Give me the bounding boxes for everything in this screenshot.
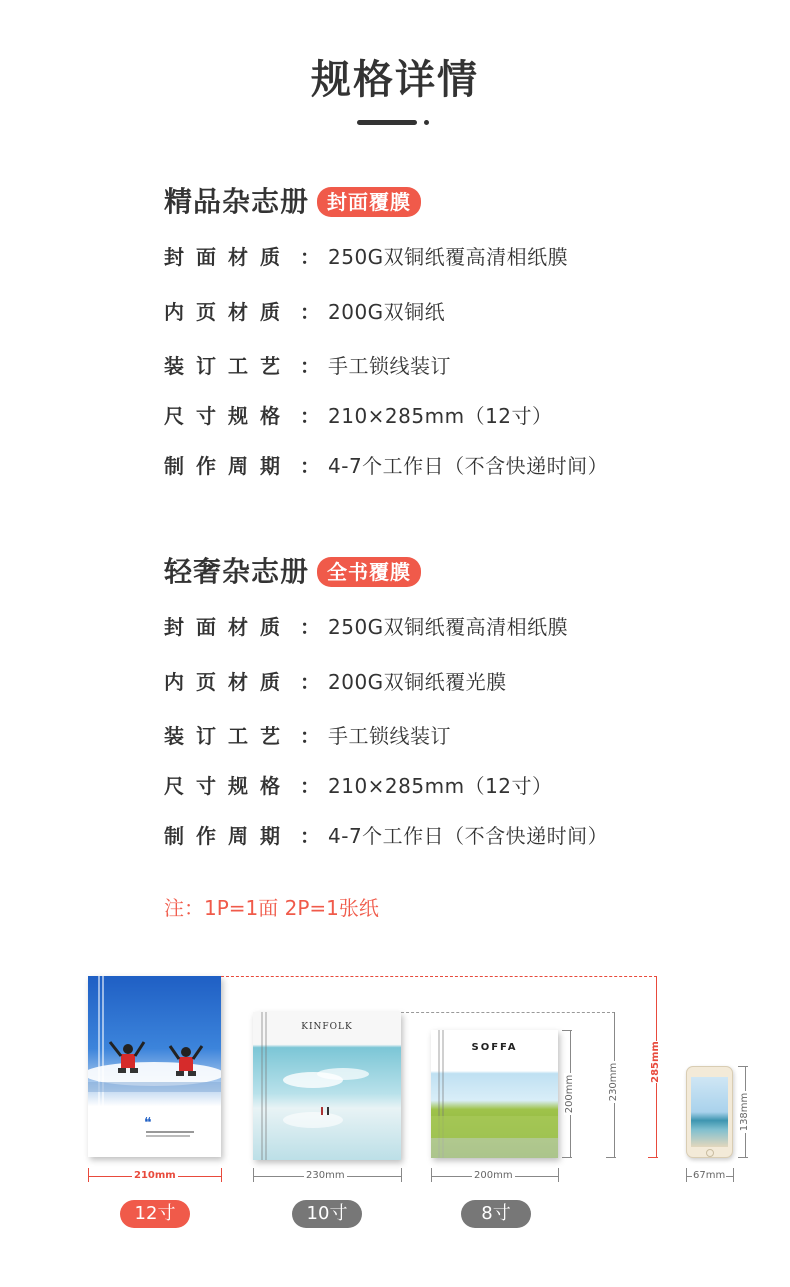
- spec-label: 内页材质: [164, 300, 292, 324]
- spec-value: 200G双铜纸覆光膜: [328, 670, 507, 694]
- svg-text:❝: ❝: [144, 1115, 152, 1131]
- width-label-10: 230mm: [306, 1170, 345, 1181]
- spec-row-lead-time: [164, 821, 608, 851]
- height-label-10: 230mm: [608, 1062, 619, 1102]
- spec-row-size: [164, 401, 553, 431]
- spec-label: 装订工艺: [164, 354, 292, 378]
- spec-value: 210×285mm（12寸）: [328, 404, 553, 428]
- book-12-image: [88, 976, 221, 1157]
- spec-row-size: [164, 771, 553, 801]
- dimension-tick: [221, 1168, 222, 1182]
- dimension-tick: [431, 1168, 432, 1182]
- height-label-8: 200mm: [564, 1074, 575, 1114]
- spec-colon: ：: [300, 404, 320, 428]
- cover-title: SOFFA: [471, 1042, 518, 1053]
- spec-colon: ：: [300, 245, 320, 269]
- cover-title: KINFOLK: [301, 1022, 353, 1032]
- size-pill-8: 8寸: [461, 1200, 531, 1228]
- spec-section-luxury: [164, 554, 724, 854]
- spec-colon: ：: [300, 300, 320, 324]
- spec-colon: ：: [300, 454, 320, 478]
- spec-colon: ：: [300, 670, 320, 694]
- height-label-12: 285mm: [650, 1041, 661, 1083]
- salt-flat-photo: [253, 1012, 401, 1160]
- dimension-tick: [558, 1168, 559, 1182]
- spec-value: 4-7个工作日（不含快递时间）: [328, 454, 609, 478]
- height-label-phone: 138mm: [739, 1092, 750, 1132]
- spec-label: 装订工艺: [164, 724, 292, 748]
- dimension-tick: [253, 1168, 254, 1182]
- spec-value: 250G双铜纸覆高清相纸膜: [328, 615, 569, 639]
- dimension-tick: [401, 1168, 402, 1182]
- phone-image: [686, 1066, 733, 1158]
- spec-section-premium: [164, 184, 724, 484]
- spec-colon: ：: [300, 824, 320, 848]
- spec-value: 200G双铜纸: [328, 300, 446, 324]
- dimension-tick: [738, 1157, 748, 1158]
- spec-label: 封面材质: [164, 245, 292, 269]
- spec-label: 内页材质: [164, 670, 292, 694]
- spec-label: 尺寸规格: [164, 404, 292, 428]
- dimension-tick: [606, 1157, 616, 1158]
- spec-label: 制作周期: [164, 824, 292, 848]
- spec-row-cover: [164, 612, 568, 642]
- section-name: 轻奢杂志册: [164, 555, 310, 588]
- spec-value: 手工锁线装订: [328, 724, 451, 748]
- jumping-people-photo: [88, 976, 221, 1157]
- spec-value: 210×285mm（12寸）: [328, 774, 553, 798]
- width-label-phone: 67mm: [693, 1170, 726, 1181]
- size-pill-12: 12寸: [120, 1200, 190, 1228]
- width-label-8: 200mm: [474, 1170, 513, 1181]
- spec-value: 250G双铜纸覆高清相纸膜: [328, 245, 569, 269]
- book-10-image: [253, 1012, 401, 1160]
- dimension-tick: [733, 1168, 734, 1182]
- size-pill-10: 10寸: [292, 1200, 362, 1228]
- dimension-tick: [738, 1066, 748, 1067]
- spec-row-inner: [164, 667, 507, 697]
- dimension-tick: [562, 1030, 572, 1031]
- spec-row-binding: [164, 721, 451, 751]
- book-8-image: [431, 1030, 558, 1158]
- spec-row-inner: [164, 297, 445, 327]
- spec-row-binding: [164, 351, 451, 381]
- spec-row-lead-time: [164, 451, 608, 481]
- width-label-12: 210mm: [134, 1170, 176, 1181]
- dimension-tick: [88, 1168, 89, 1182]
- phone-screen: [691, 1077, 728, 1147]
- title-dot: [424, 120, 429, 125]
- section-name: 精品杂志册: [164, 185, 310, 218]
- section-tag: 全书覆膜: [317, 557, 421, 587]
- dimension-tick: [562, 1157, 572, 1158]
- spec-colon: ：: [300, 615, 320, 639]
- spec-value: 手工锁线装订: [328, 354, 451, 378]
- dimension-tick: [686, 1168, 687, 1182]
- height-guide-line: [401, 1012, 615, 1013]
- dimension-tick: [648, 1157, 658, 1158]
- home-button-icon: [706, 1149, 714, 1157]
- spec-label: 尺寸规格: [164, 774, 292, 798]
- spec-row-cover: [164, 242, 568, 272]
- spec-label: 封面材质: [164, 615, 292, 639]
- page-note: 注：1P=1面 2P=1张纸: [164, 896, 379, 920]
- spec-colon: ：: [300, 354, 320, 378]
- spec-label: 制作周期: [164, 454, 292, 478]
- section-header: [164, 554, 724, 590]
- title-underline: [357, 120, 417, 125]
- spec-value: 4-7个工作日（不含快递时间）: [328, 824, 609, 848]
- spec-colon: ：: [300, 724, 320, 748]
- page-title: 规格详情: [311, 57, 479, 103]
- spec-colon: ：: [300, 774, 320, 798]
- height-guide-line: [221, 976, 657, 977]
- forest-photo: [431, 1030, 558, 1158]
- section-tag: 封面覆膜: [317, 187, 421, 217]
- section-header: [164, 184, 724, 220]
